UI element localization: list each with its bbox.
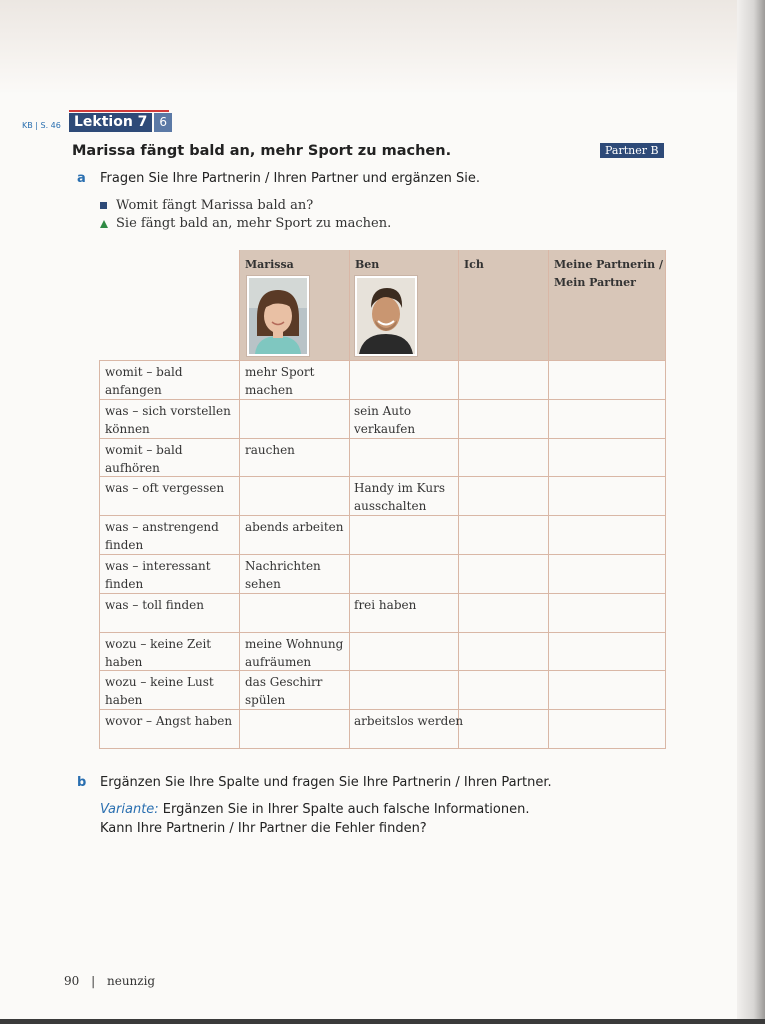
table-hline — [99, 399, 666, 400]
footer-separator: | — [91, 974, 96, 988]
table-cell-prompt: haben — [105, 693, 143, 707]
table-vline — [548, 250, 549, 748]
triangle-bullet-icon — [100, 220, 108, 228]
table-hline — [99, 632, 666, 633]
table-cell-marissa: aufräumen — [245, 655, 312, 669]
table-vline — [458, 250, 459, 748]
table-cell-prompt: können — [105, 422, 150, 436]
table-cell-prompt: haben — [105, 655, 143, 669]
table-hline — [99, 515, 666, 516]
table-cell-prompt: was – oft vergessen — [105, 481, 225, 495]
page-footer — [64, 974, 155, 988]
table-hline — [99, 360, 666, 361]
table-cell-ben: frei haben — [354, 598, 417, 612]
table-vline — [239, 250, 240, 748]
table-cell-prompt: wozu – keine Lust — [105, 675, 214, 689]
table-cell-prompt: finden — [105, 538, 144, 552]
header-ben: Ben — [355, 258, 380, 271]
variante-line — [100, 802, 529, 817]
table-cell-marissa: rauchen — [245, 443, 295, 457]
table-cell-prompt: wovor – Angst haben — [105, 714, 233, 728]
header-partner-line1: Meine Partnerin / — [554, 258, 663, 271]
table-cell-ben: ausschalten — [354, 499, 427, 513]
table-cell-marissa: spülen — [245, 693, 286, 707]
example-question-text: Womit fängt Marissa bald an? — [116, 198, 314, 213]
example-question — [100, 198, 313, 213]
table-hline — [99, 709, 666, 710]
table-hline — [99, 670, 666, 671]
task-a-letter: a — [77, 171, 86, 186]
task-b-letter: b — [77, 775, 87, 790]
table-cell-marissa: abends arbeiten — [245, 520, 344, 534]
page-bottom-edge — [0, 1019, 765, 1024]
lesson-badge — [69, 113, 172, 132]
table-cell-prompt: anfangen — [105, 383, 162, 397]
lesson-label: Lektion 7 — [69, 113, 152, 132]
header-ich: Ich — [464, 258, 484, 271]
task-b-instruction: Ergänzen Sie Ihre Spalte und fragen Sie Ihre Partnerin / Ihren Partner. — [100, 775, 552, 790]
table-cell-prompt: finden — [105, 577, 144, 591]
square-bullet-icon — [100, 202, 107, 209]
page-title: Marissa fängt bald an, mehr Sport zu machen. — [72, 143, 452, 159]
page-top-shadow — [0, 0, 765, 95]
table-vline — [665, 250, 666, 748]
table-cell-prompt: wozu – keine Zeit — [105, 637, 212, 651]
table-cell-prompt: was – sich vorstellen — [105, 404, 231, 418]
example-answer — [100, 216, 391, 231]
table-cell-prompt: was – anstrengend — [105, 520, 219, 534]
table-cell-marissa: sehen — [245, 577, 281, 591]
ben-photo — [355, 276, 417, 356]
page-number: 90 — [64, 974, 80, 988]
table-cell-ben: sein Auto — [354, 404, 412, 418]
table-cell-prompt: aufhören — [105, 461, 160, 475]
table-vline — [349, 250, 350, 748]
header-partner — [554, 256, 663, 292]
table-hline — [99, 593, 666, 594]
table-cell-marissa: meine Wohnung — [245, 637, 344, 651]
table-cell-marissa: mehr Sport — [245, 365, 315, 379]
table-cell-prompt: womit – bald — [105, 443, 183, 457]
table-cell-ben: Handy im Kurs — [354, 481, 445, 495]
table-cell-marissa: das Geschirr — [245, 675, 323, 689]
table-cell-prompt: was – toll finden — [105, 598, 204, 612]
table-hline — [99, 554, 666, 555]
table-cell-prompt: womit – bald — [105, 365, 183, 379]
variante-text: Ergänzen Sie in Ihrer Spalte auch falsche Informationen. — [158, 802, 530, 817]
table-cell-ben: verkaufen — [354, 422, 416, 436]
table-cell-ben: arbeitslos werden — [354, 714, 464, 728]
header-partner-line2: Mein Partner — [554, 276, 636, 289]
lesson-accent-line — [69, 110, 169, 112]
table-hline — [99, 438, 666, 439]
table-hline — [99, 748, 666, 749]
partner-badge: Partner B — [600, 143, 664, 158]
marissa-photo — [247, 276, 309, 356]
variante-label: Variante: — [100, 802, 159, 817]
exercise-table — [99, 250, 666, 748]
table-cell-marissa: Nachrichten — [245, 559, 321, 573]
lesson-number: 6 — [154, 113, 172, 132]
kb-reference: KB | S. 46 — [22, 121, 61, 130]
task-a-instruction: Fragen Sie Ihre Partnerin / Ihren Partner und ergänzen Sie. — [100, 171, 480, 186]
example-answer-text: Sie fängt bald an, mehr Sport zu machen. — [116, 216, 392, 231]
page-word: neunzig — [106, 974, 156, 988]
variante-line-2: Kann Ihre Partnerin / Ihr Partner die Fehler finden? — [100, 821, 427, 836]
page-binding-edge — [737, 0, 765, 1024]
header-marissa: Marissa — [245, 258, 294, 271]
table-hline — [99, 476, 666, 477]
table-cell-marissa: machen — [245, 383, 293, 397]
table-cell-prompt: was – interessant — [105, 559, 211, 573]
